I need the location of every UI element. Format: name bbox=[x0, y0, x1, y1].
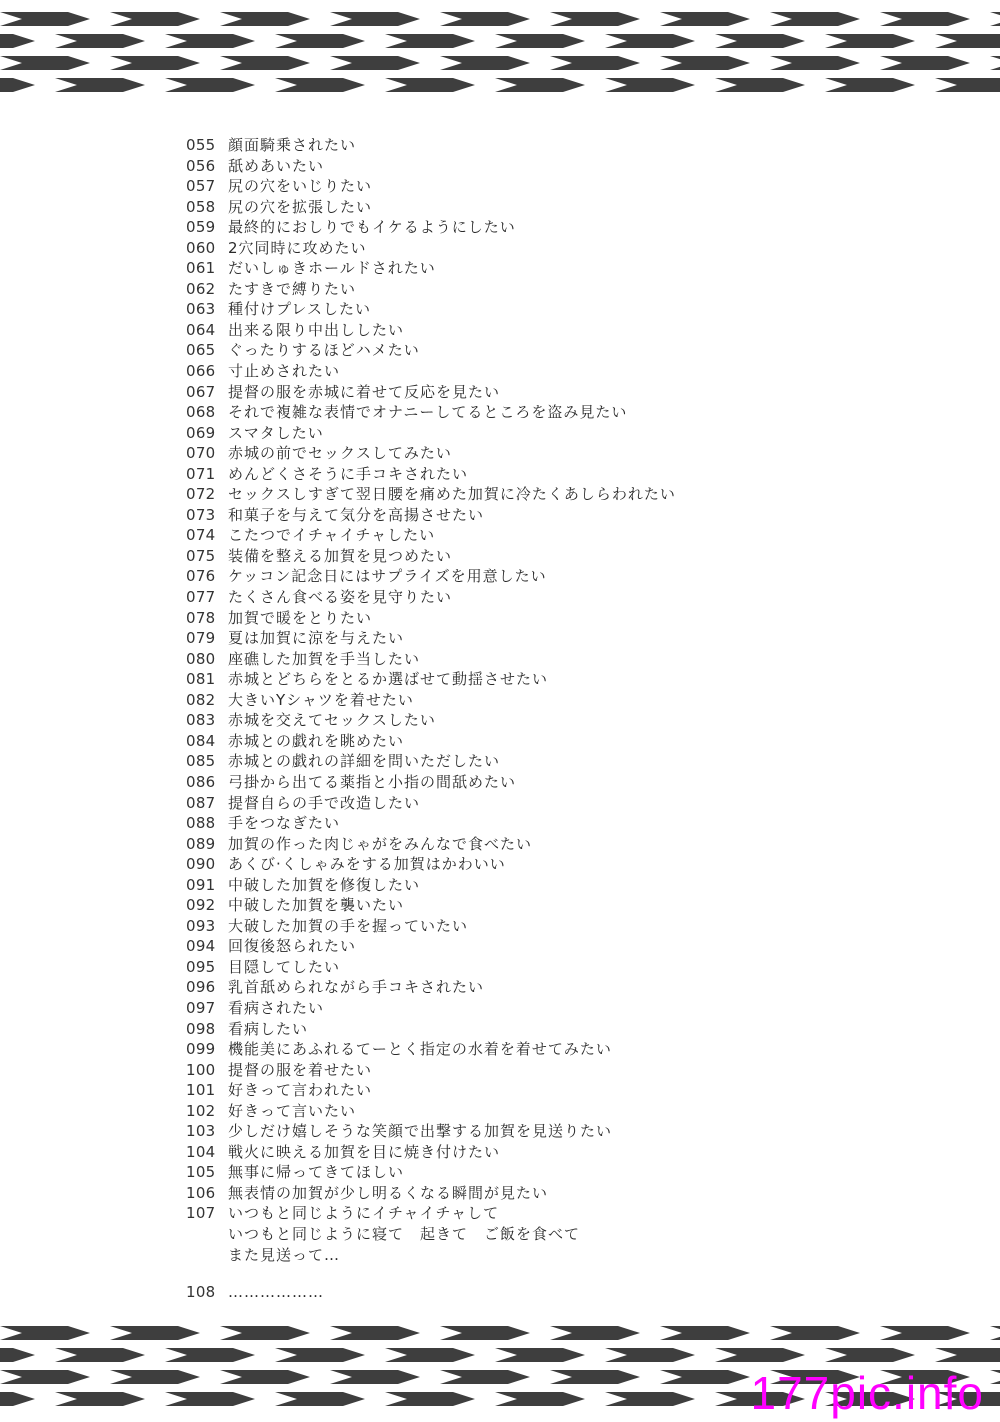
item-text: いつもと同じようにイチャイチャして bbox=[228, 1204, 500, 1223]
item-text: こたつでイチャイチャしたい bbox=[228, 526, 436, 545]
list-item bbox=[186, 916, 906, 937]
pattern-feather bbox=[495, 1348, 585, 1362]
item-text: 戦火に映える加賀を目に焼き付けたい bbox=[228, 1142, 501, 1161]
pattern-feather bbox=[715, 78, 805, 92]
item-text: 2穴同時に攻めたい bbox=[228, 238, 367, 257]
list-item bbox=[186, 813, 906, 834]
list-item bbox=[186, 957, 906, 978]
pattern-feather bbox=[275, 78, 365, 92]
item-number: 061 bbox=[186, 259, 216, 278]
item-text: 好きって言われたい bbox=[228, 1081, 373, 1100]
item-text: 最終的におしりでもイケるようにしたい bbox=[228, 218, 516, 237]
pattern-feather bbox=[385, 34, 475, 48]
list-item bbox=[186, 176, 906, 197]
list-item bbox=[186, 690, 906, 711]
pattern-rows-top bbox=[0, 12, 1000, 92]
list-item bbox=[186, 546, 906, 567]
list-item bbox=[186, 505, 906, 526]
item-text: 目隠してしたい bbox=[228, 957, 341, 976]
item-text: たくさん食べる姿を見守りたい bbox=[228, 588, 453, 607]
list-item bbox=[186, 258, 906, 279]
pattern-feather bbox=[330, 12, 420, 26]
list-item bbox=[186, 1142, 906, 1163]
list-item bbox=[186, 1019, 906, 1040]
list-item bbox=[186, 936, 906, 957]
pattern-feather bbox=[220, 1326, 310, 1340]
list-item bbox=[186, 669, 906, 690]
pattern-feather bbox=[605, 78, 695, 92]
item-number: 095 bbox=[186, 957, 216, 976]
item-number: 098 bbox=[186, 1019, 216, 1038]
pattern-feather bbox=[440, 1326, 530, 1340]
list-item bbox=[186, 423, 906, 444]
item-text: ぐったりするほどハメたい bbox=[228, 341, 420, 360]
item-text: セックスしすぎて翌日腰を痛めた加賀に冷たくあしらわれたい bbox=[228, 485, 676, 504]
item-text: スマタしたい bbox=[228, 423, 324, 442]
item-text: めんどくさそうに手コキされたい bbox=[228, 464, 469, 483]
list-item bbox=[186, 649, 906, 670]
item-number: 064 bbox=[186, 320, 216, 339]
pattern-feather bbox=[0, 12, 90, 26]
pattern-feather bbox=[660, 1326, 750, 1340]
item-text: 座礁した加賀を手当したい bbox=[228, 649, 421, 668]
pattern-feather bbox=[110, 1370, 200, 1384]
pattern-feather bbox=[605, 1348, 695, 1362]
item-text: 尻の穴を拡張したい bbox=[228, 197, 373, 216]
pattern-feather bbox=[110, 56, 200, 70]
pattern-feather bbox=[660, 56, 750, 70]
item-number: 088 bbox=[186, 814, 216, 833]
list-item bbox=[186, 1203, 906, 1224]
item-text: 中破した加賀を襲いたい bbox=[228, 896, 405, 915]
list-item bbox=[186, 731, 906, 752]
pattern-feather bbox=[495, 78, 585, 92]
pattern-feather bbox=[495, 34, 585, 48]
item-text: 尻の穴をいじりたい bbox=[228, 177, 373, 196]
item-number: 093 bbox=[186, 916, 216, 935]
item-number: 074 bbox=[186, 526, 216, 545]
item-text: 乳首舐められながら手コキされたい bbox=[228, 978, 485, 997]
list-item bbox=[186, 608, 906, 629]
item-text: 弓掛から出てる薬指と小指の間舐めたい bbox=[228, 772, 517, 791]
item-number: 078 bbox=[186, 608, 216, 627]
item-number: 102 bbox=[186, 1101, 216, 1120]
item-number: 085 bbox=[186, 752, 216, 771]
pattern-feather bbox=[55, 1392, 145, 1406]
list-item bbox=[186, 361, 906, 382]
item-text: 顔面騎乗されたい bbox=[228, 136, 357, 154]
list-item-continuation bbox=[186, 1245, 906, 1266]
pattern-feather bbox=[220, 1370, 310, 1384]
item-number: 086 bbox=[186, 772, 216, 791]
list-item bbox=[186, 1080, 906, 1101]
item-text: 看病したい bbox=[228, 1019, 309, 1038]
list-item bbox=[186, 977, 906, 998]
item-number: 097 bbox=[186, 998, 216, 1017]
item-number: 108 bbox=[186, 1283, 216, 1302]
item-text: 少しだけ嬉しそうな笑顔で出撃する加賀を見送りたい bbox=[228, 1122, 613, 1141]
pattern-feather bbox=[165, 34, 255, 48]
item-number: 057 bbox=[186, 177, 216, 196]
list-item bbox=[186, 484, 906, 505]
pattern-feather bbox=[550, 1326, 640, 1340]
item-number: 065 bbox=[186, 341, 216, 360]
item-text: だいしゅきホールドされたい bbox=[228, 259, 436, 278]
pattern-feather bbox=[165, 1348, 255, 1362]
pattern-feather bbox=[770, 56, 860, 70]
item-text: 提督自らの手で改造したい bbox=[228, 793, 421, 812]
item-number: 062 bbox=[186, 279, 216, 298]
item-number: 096 bbox=[186, 978, 216, 997]
item-number: 090 bbox=[186, 855, 216, 874]
item-number: 100 bbox=[186, 1060, 216, 1079]
list-item bbox=[186, 217, 906, 238]
pattern-feather bbox=[825, 78, 915, 92]
item-text: 夏は加賀に涼を与えたい bbox=[228, 629, 405, 648]
item-text: たすきで縛りたい bbox=[228, 279, 357, 298]
pattern-feather bbox=[935, 34, 1000, 48]
item-number: 084 bbox=[186, 731, 216, 750]
pattern-feather bbox=[440, 12, 530, 26]
pattern-feather bbox=[825, 34, 915, 48]
pattern-feather bbox=[275, 34, 365, 48]
pattern-feather bbox=[55, 78, 145, 92]
item-text: 中破した加賀を修復したい bbox=[228, 875, 421, 894]
pattern-feather bbox=[550, 12, 640, 26]
pattern-feather bbox=[495, 1392, 585, 1406]
pattern-feather bbox=[165, 1392, 255, 1406]
list-item bbox=[186, 1121, 906, 1142]
item-text: 機能美にあふれるてーとく指定の水着を着せてみたい bbox=[228, 1040, 612, 1059]
list-item bbox=[186, 135, 906, 156]
list-item-continuation bbox=[186, 1224, 906, 1245]
item-number: 063 bbox=[186, 300, 216, 319]
pattern-feather bbox=[220, 56, 310, 70]
list-item bbox=[186, 895, 906, 916]
item-number: 068 bbox=[186, 403, 216, 422]
item-text: 好きって言いたい bbox=[228, 1101, 357, 1120]
item-number: 071 bbox=[186, 464, 216, 483]
item-text: いつもと同じように寝て 起きて ご飯を食べて bbox=[228, 1224, 581, 1243]
item-text: 提督の服を赤城に着せて反応を見たい bbox=[228, 382, 501, 401]
pattern-feather bbox=[440, 1370, 530, 1384]
list-item bbox=[186, 525, 906, 546]
item-text: ケッコン記念日にはサプライズを用意したい bbox=[228, 567, 547, 586]
pattern-feather bbox=[770, 1326, 860, 1340]
item-number: 092 bbox=[186, 896, 216, 915]
pattern-feather bbox=[990, 1370, 1000, 1384]
item-text: 寸止めされたい bbox=[228, 362, 341, 381]
pattern-feather bbox=[385, 1392, 475, 1406]
pattern-feather bbox=[275, 1348, 365, 1362]
item-text: 赤城とどちらをとるか選ばせて動揺させたい bbox=[228, 670, 549, 689]
watermark: 177pic.info bbox=[750, 1367, 984, 1419]
item-number: 072 bbox=[186, 485, 216, 504]
item-text: 赤城の前でセックスしてみたい bbox=[228, 444, 452, 463]
pattern-feather bbox=[880, 12, 970, 26]
item-number: 104 bbox=[186, 1142, 216, 1161]
list-item bbox=[186, 382, 906, 403]
pattern-feather bbox=[770, 12, 860, 26]
list-item bbox=[186, 587, 906, 608]
item-number: 105 bbox=[186, 1163, 216, 1182]
list-item bbox=[186, 772, 906, 793]
item-number: 079 bbox=[186, 629, 216, 648]
pattern-feather bbox=[110, 1326, 200, 1340]
item-text: 赤城との戯れを眺めたい bbox=[228, 731, 405, 750]
list-item bbox=[186, 464, 906, 485]
item-number: 069 bbox=[186, 423, 216, 442]
item-number: 080 bbox=[186, 649, 216, 668]
item-number: 077 bbox=[186, 588, 216, 607]
pattern-feather bbox=[385, 78, 475, 92]
item-text: 大破した加賀の手を握っていたい bbox=[228, 916, 469, 935]
item-number: 059 bbox=[186, 218, 216, 237]
pattern-feather bbox=[990, 56, 1000, 70]
pattern-feather bbox=[935, 1348, 1000, 1362]
item-text: 無事に帰ってきてほしい bbox=[228, 1163, 405, 1182]
list-item bbox=[186, 197, 906, 218]
list-item bbox=[186, 238, 906, 259]
pattern-feather bbox=[0, 1392, 35, 1406]
pattern-feather bbox=[275, 1392, 365, 1406]
list-item bbox=[186, 1101, 906, 1122]
pattern-feather bbox=[165, 78, 255, 92]
item-number: 066 bbox=[186, 362, 216, 381]
pattern-feather bbox=[0, 34, 35, 48]
item-number: 076 bbox=[186, 567, 216, 586]
item-text: 加賀で暖をとりたい bbox=[228, 608, 373, 627]
pattern-feather bbox=[660, 1370, 750, 1384]
list-item bbox=[186, 1060, 906, 1081]
pattern-feather bbox=[605, 1392, 695, 1406]
item-number: 091 bbox=[186, 875, 216, 894]
pattern-feather bbox=[330, 56, 420, 70]
item-text: 無表情の加賀が少し明るくなる瞬間が見たい bbox=[228, 1183, 549, 1202]
pattern-feather bbox=[660, 12, 750, 26]
item-number: 073 bbox=[186, 505, 216, 524]
item-number: 107 bbox=[186, 1204, 216, 1223]
item-text: 提督の服を着せたい bbox=[228, 1060, 373, 1079]
item-number: 089 bbox=[186, 834, 216, 853]
item-text: 看病されたい bbox=[228, 998, 325, 1017]
pattern-feather bbox=[715, 34, 805, 48]
pattern-feather bbox=[880, 1326, 970, 1340]
pattern-feather bbox=[715, 1348, 805, 1362]
item-number: 081 bbox=[186, 670, 216, 689]
item-text: ……………… bbox=[228, 1283, 324, 1302]
item-text: それで複雑な表情でオナニーしてるところを盗み見たい bbox=[228, 403, 628, 422]
list-item bbox=[186, 1162, 906, 1183]
list-item bbox=[186, 443, 906, 464]
item-number: 067 bbox=[186, 382, 216, 401]
list-item bbox=[186, 1282, 906, 1303]
pattern-feather bbox=[55, 1348, 145, 1362]
item-text: 手をつなぎたい bbox=[228, 814, 341, 833]
pattern-feather bbox=[0, 1370, 90, 1384]
item-text: 加賀の作った肉じゃがをみんなで食べたい bbox=[228, 834, 533, 853]
list-item bbox=[186, 710, 906, 731]
list-item bbox=[186, 299, 906, 320]
pattern-feather bbox=[330, 1326, 420, 1340]
item-number: 055 bbox=[186, 136, 216, 154]
item-number: 083 bbox=[186, 711, 216, 730]
item-number: 058 bbox=[186, 197, 216, 216]
list-item bbox=[186, 402, 906, 423]
item-text: 大きいYシャツを着せたい bbox=[228, 690, 414, 709]
item-number: 087 bbox=[186, 793, 216, 812]
item-text: 回復後怒られたい bbox=[228, 937, 357, 956]
list-item bbox=[186, 998, 906, 1019]
list-item bbox=[186, 854, 906, 875]
item-number: 056 bbox=[186, 156, 216, 175]
list-item bbox=[186, 751, 906, 772]
pattern-feather bbox=[440, 56, 530, 70]
pattern-feather bbox=[605, 34, 695, 48]
pattern-feather bbox=[0, 56, 90, 70]
list-item bbox=[186, 628, 906, 649]
item-number: 106 bbox=[186, 1183, 216, 1202]
pattern-feather bbox=[55, 34, 145, 48]
wish-list bbox=[186, 135, 906, 1303]
pattern-feather bbox=[0, 1348, 35, 1362]
list-item bbox=[186, 1183, 906, 1204]
item-text: 舐めあいたい bbox=[228, 156, 325, 175]
item-number: 103 bbox=[186, 1122, 216, 1141]
item-number: 099 bbox=[186, 1040, 216, 1059]
pattern-feather bbox=[0, 1326, 90, 1340]
item-number: 094 bbox=[186, 937, 216, 956]
pattern-feather bbox=[990, 12, 1000, 26]
pattern-feather bbox=[110, 12, 200, 26]
pattern-feather bbox=[220, 12, 310, 26]
list-item bbox=[186, 1039, 906, 1060]
list-item bbox=[186, 566, 906, 587]
item-number: 101 bbox=[186, 1081, 216, 1100]
pattern-feather bbox=[550, 1370, 640, 1384]
list-item bbox=[186, 875, 906, 896]
list-item bbox=[186, 340, 906, 361]
item-number: 060 bbox=[186, 238, 216, 257]
pattern-feather bbox=[990, 1326, 1000, 1340]
list-item bbox=[186, 793, 906, 814]
pattern-feather bbox=[330, 1370, 420, 1384]
item-text: あくび·くしゃみをする加賀はかわいい bbox=[228, 855, 506, 874]
item-text: 和菓子を与えて気分を高揚させたい bbox=[228, 505, 485, 524]
list-item bbox=[186, 156, 906, 177]
item-text: 種付けプレスしたい bbox=[228, 300, 371, 319]
item-number: 070 bbox=[186, 444, 216, 463]
pattern-feather bbox=[385, 1348, 475, 1362]
list-item bbox=[186, 834, 906, 855]
pattern-feather bbox=[0, 78, 35, 92]
item-text: 赤城との戯れの詳細を問いただしたい bbox=[228, 752, 501, 771]
pattern-feather bbox=[550, 56, 640, 70]
pattern-feather bbox=[880, 56, 970, 70]
item-number: 075 bbox=[186, 546, 216, 565]
pattern-feather bbox=[825, 1348, 915, 1362]
list-item bbox=[186, 320, 906, 341]
item-text: 装備を整える加賀を見つめたい bbox=[228, 546, 453, 565]
item-number: 082 bbox=[186, 690, 216, 709]
item-text: また見送って… bbox=[228, 1245, 341, 1264]
arrow-feather-pattern-top bbox=[0, 8, 1000, 96]
list-item bbox=[186, 279, 906, 300]
pattern-feather bbox=[935, 78, 1000, 92]
item-text: 出来る限り中出ししたい bbox=[228, 320, 405, 339]
item-text: 赤城を交えてセックスしたい bbox=[228, 711, 436, 730]
